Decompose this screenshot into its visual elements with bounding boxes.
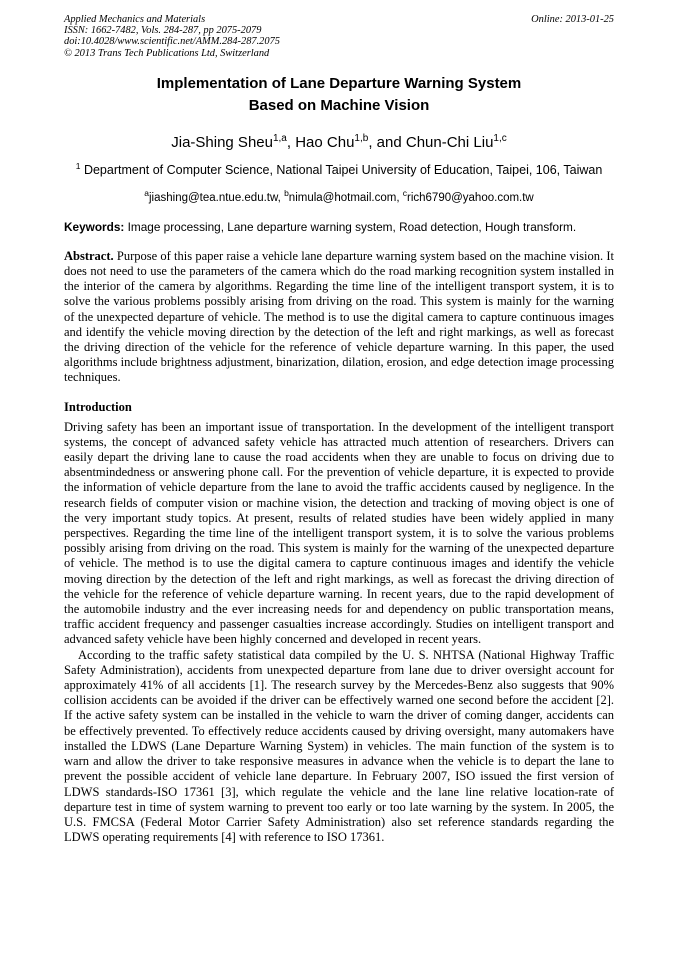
author-superscript: 1,b	[354, 132, 369, 144]
author-name: Chun-Chi Liu	[405, 133, 494, 151]
author-name: Jia-Shing Sheu	[171, 133, 273, 151]
email-link[interactable]: nimula@hotmail.com,	[288, 191, 400, 204]
intro-paragraph-1: Driving safety has been an important issue of transportation. In the development of the intelligent transport systems, the concept of advanced safety vehicle has attracted much attention of researchers. Drivers can easily depart the driving lane to cause the road accidents when they are unable to focus on driving due to absentmindedness or answering phone call. For the prevention of vehicle departure, it is expected to provide the information of vehicle departure from the lane to avoid the traffic accidents caused by negligence. In the research fields of computer vision or machine vision, the detection and tracking of moving object is one of the very important study topics. At present, results of related studies have been widely applied in many perspectives. Regarding the time line of the intelligent transport system, it is to solve the various problems possibly arising from driving on the road. This system is mainly for the warning of the unexpected departure of vehicle. The method is to use the digital camera to capture continuous images and identify the vehicle moving direction by the detection of the left and right markings, as well as forecast the driving direction of the vehicle for the reference of vehicle departure warning. In recent years, due to the rapid development of the automobile industry and the ever increasing needs for and dependency on public transportation means, traffic accident frequency and passenger casualties increase accordingly. Studies on intelligent transport and advanced safety vehicle have been highly concerned and developed in recent years.	[64, 419, 614, 647]
email-list	[64, 186, 614, 206]
affiliation-text: Department of Computer Science, National Taipei University of Education, Taipei, 106, Taiwan	[83, 162, 603, 177]
section-heading-introduction: Introduction	[64, 399, 132, 414]
email-superscript: c	[402, 187, 407, 198]
email-superscript: a	[144, 187, 149, 198]
journal-header	[64, 14, 614, 59]
title-line-1: Implementation of Lane Departure Warning System	[156, 74, 522, 92]
intro-paragraph-2: According to the traffic safety statistical data compiled by the U. S. NHTSA (National Highway Traffic Safety Administration), accidents from unexpected departure from lane due to driver oversight account for approximately 41% of all accidents [1]. The research survey by the Mercedes-Benz also suggests that 90% collision accidents can be avoided if the driver can be effectively warned one second before the accident [2]. If the active safety system can be installed in the vehicle to warn the driver of coming danger, accidents can be effectively prevented. To effectively reduce accidents caused by driving oversight, many automakers have installed the LDWS (Lane Departure Warning System) in vehicles. The main function of the system is to warn and allow the driver to take responsive measures in advance when the vehicle is to depart the lane to prevent the possible accident of vehicle lane departure. In February 2007, ISO issued the first version of LDWS standards-ISO 17361 [3], which regulate the vehicle and the lane line relative location-rate of departure test in time of system warning to prevent too early or too late warning by the system. In 2005, the U.S. FMCSA (Federal Motor Carrier Safety Administration) also set reference standards regarding the LDWS operating requirements [4] with reference to ISO 17361.	[64, 647, 614, 845]
journal-name: Applied Mechanics and Materials	[64, 14, 206, 25]
author-separator: ,	[286, 133, 296, 151]
author-separator: , and	[368, 133, 406, 151]
author-superscript: 1,a	[272, 132, 287, 144]
author-list	[64, 129, 614, 153]
paper-title	[64, 73, 614, 117]
author-superscript: 1,c	[493, 132, 507, 144]
journal-copyright: © 2013 Trans Tech Publications Ltd, Switzerland	[64, 47, 270, 59]
online-date: Online: 2013-01-25	[531, 14, 614, 25]
keywords	[64, 220, 614, 235]
abstract-label: Abstract.	[64, 248, 114, 263]
affiliation	[64, 158, 614, 178]
author-name: Hao Chu	[295, 133, 355, 151]
email-superscript: b	[284, 187, 289, 198]
keywords-label: Keywords:	[64, 219, 125, 234]
abstract-text: Purpose of this paper raise a vehicle lane departure warning system based on the machine vision. It does not need to use the parameters of the camera which do the road marking recognition system installed in the interior of the camera by algorithms. Regarding the time line of the intelligent transport system, it is to solve the various problems possibly arising from driving on the road. This system is mainly for the warning of the unexpected departure of vehicle. The method is to use the digital camera to capture continuous images and identify the vehicle moving direction by the detection of the left and right markings, as well as forecast the driving direction of the vehicle for the reference of vehicle departure warning. In this paper, the used algorithms include brightness adjustment, binarization, dilation, erosion, and edge detection image processing techniques.	[64, 248, 615, 385]
email-link[interactable]: rich6790@yahoo.com.tw	[407, 191, 534, 204]
affiliation-superscript: 1	[75, 160, 81, 171]
abstract	[64, 249, 614, 386]
journal-doi: doi:10.4028/www.scientific.net/AMM.284-287.2075	[64, 36, 280, 48]
email-link[interactable]: jiashing@tea.ntue.edu.tw,	[148, 191, 281, 204]
journal-issn: ISSN: 1662-7482, Vols. 284-287, pp 2075-2079	[64, 25, 262, 37]
title-line-2: Based on Machine Vision	[248, 96, 430, 114]
keywords-text: Image processing, Lane departure warning system, Road detection, Hough transform.	[127, 219, 577, 234]
